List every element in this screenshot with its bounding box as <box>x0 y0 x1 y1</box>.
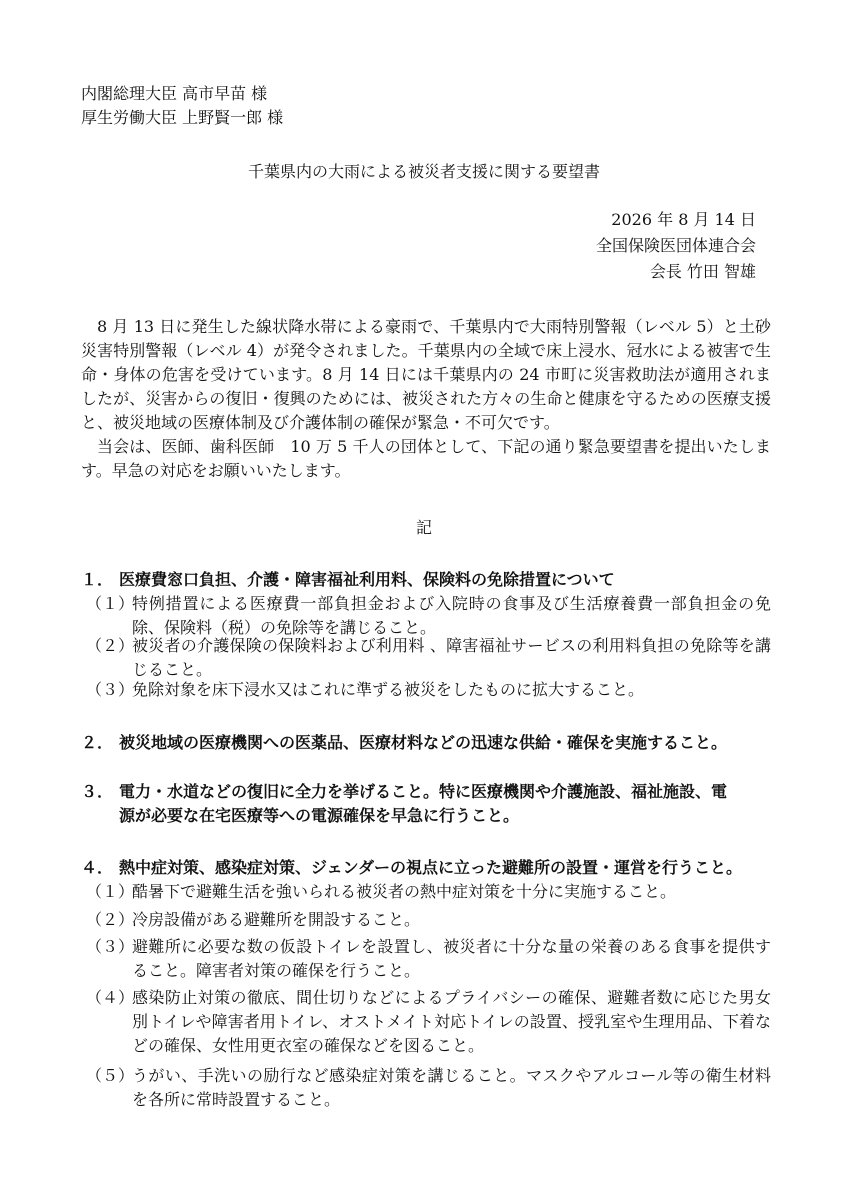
document-date: 2026 年 8 月 14 日 <box>611 210 756 229</box>
addressee-health-minister: 厚生労働大臣 上野賢一郎 様 <box>81 108 284 127</box>
section-3-heading <box>81 780 727 828</box>
section-4-item-5 <box>86 1064 771 1112</box>
section-1-item-2 <box>86 634 771 682</box>
section-4-heading <box>81 856 742 880</box>
document-title: 千葉県内の大雨による被災者支援に関する要望書 <box>247 162 600 181</box>
item-text: 特例措置による医療費一部負担金および入院時の食事及び生活療養費一部負担金の免除、保険料（税）の免除等を講じること。 <box>132 594 771 637</box>
intro-body <box>81 315 771 483</box>
item-text: 感染防止対策の徹底、間仕切りなどによるプライバシーの確保、避難者数に応じた男女別トイレや障害者用トイレ、オストメイト対応トイレの設置、授乳室や生理用品、下着などの確保、女性用更衣室の確保などを図ること。 <box>132 988 771 1055</box>
section-2-heading <box>81 731 727 755</box>
item-text: 避難所に必要な数の仮設トイレを設置し、被災者に十分な量の栄養のある食事を提供すること。障害者対策の確保を行うこと。 <box>132 937 771 980</box>
item-mark: （３） <box>86 680 135 699</box>
section-number: １． <box>81 570 114 589</box>
section-title-continued: 源が必要な在宅医療等への電源確保を早急に行うこと。 <box>119 806 520 825</box>
item-text: 免除対象を床下浸水又はこれに準ずる被災をしたものに拡大すること。 <box>132 680 645 699</box>
section-title: 医療費窓口負担、介護・障害福祉利用料、保険料の免除措置について <box>119 570 615 589</box>
item-mark: （２） <box>86 910 135 929</box>
section-number: ２． <box>81 733 114 752</box>
section-1-heading <box>81 568 615 592</box>
item-mark: （５） <box>86 1066 135 1085</box>
section-number: ４． <box>81 858 114 877</box>
item-mark: （４） <box>86 988 135 1007</box>
organization-name: 全国保険医団体連合会 <box>595 236 756 255</box>
request-paragraph: 当会は、医師、歯科医師 10 万 5 千人の団体として、下記の通り緊急要望書を提出いたします。早急の対応をお願いいたします。 <box>81 437 771 480</box>
section-4-item-1 <box>86 880 771 904</box>
item-text: うがい、手洗いの励行など感染症対策を講じること。マスクやアルコール等の衛生材料を各所に常時設置すること。 <box>132 1066 771 1109</box>
signatory: 会長 竹田 智雄 <box>649 262 756 281</box>
item-mark: （２） <box>86 636 135 655</box>
section-4-item-3 <box>86 935 771 983</box>
intro-paragraph: 8 月 13 日に発生した線状降水帯による豪雨で、千葉県内で大雨特別警報（レベル 5）と土砂災害特別警報（レベル 4）が発令されました。千葉県内の全域で床上浸水、冠水による被害で生命・身体の危害を受けています。8 月 14 日には千葉県内の 24 市町に災害救助法が適用されましたが、災害からの復旧・復興のためには、被災された方々の生命と健康を守るための医療支援と、被災地域の医療体制及び介護体制の確保が緊急・不可欠です。 <box>81 317 771 432</box>
section-1-item-3 <box>86 678 771 702</box>
section-title: 電力・水道などの復旧に全力を挙げること。特に医療機関や介護施設、福祉施設、電 <box>119 782 728 801</box>
section-title: 被災地域の医療機関への医薬品、医療材料などの迅速な供給・確保を実施すること。 <box>119 733 728 752</box>
section-4-item-4 <box>86 986 771 1058</box>
section-4-item-2 <box>86 908 771 932</box>
item-text: 酷暑下で避難生活を強いられる被災者の熱中症対策を十分に実施すること。 <box>132 882 677 901</box>
addressee-prime-minister: 内閣総理大臣 高市早苗 様 <box>81 84 268 103</box>
item-mark: （１） <box>86 594 135 613</box>
item-text: 冷房設備がある避難所を開設すること。 <box>132 910 421 929</box>
section-1-item-1 <box>86 592 771 640</box>
item-mark: （１） <box>86 882 135 901</box>
section-number: ３． <box>81 782 114 801</box>
item-text: 被災者の介護保険の保険料および利用料 、障害福祉サービスの利用料負担の免除等を講じること。 <box>132 636 771 679</box>
ki-heading: 記 <box>415 518 432 537</box>
item-mark: （３） <box>86 937 135 956</box>
section-title: 熱中症対策、感染症対策、ジェンダーの視点に立った避難所の設置・運営を行うこと。 <box>119 858 743 877</box>
